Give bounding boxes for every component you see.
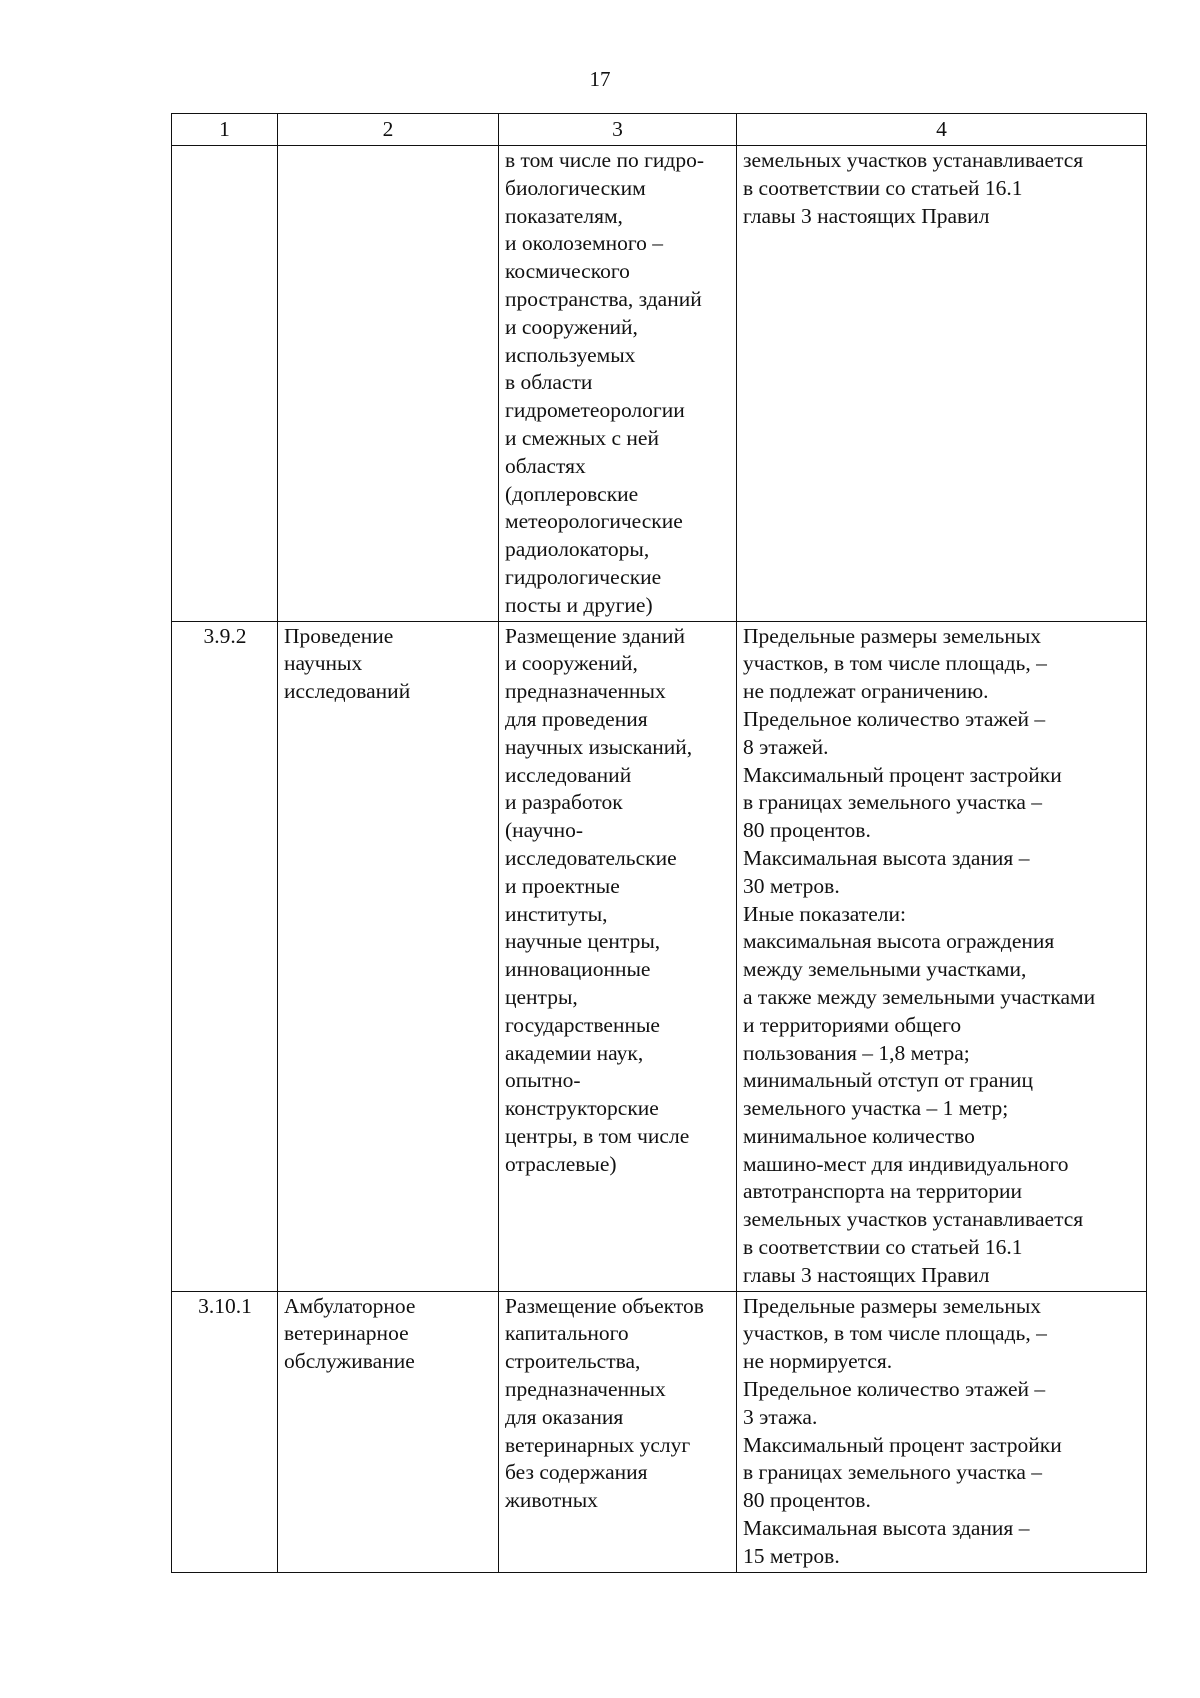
- cell-text-line: научные центры,: [505, 929, 661, 954]
- cell-text-line: пространства, зданий: [505, 286, 702, 311]
- cell-text-line: академии наук,: [505, 1040, 644, 1065]
- cell-text-line: Размещение зданий: [505, 623, 685, 648]
- cell-text-line: (научно-: [505, 818, 584, 843]
- cell-text-line: главы 3 настоящих Правил: [743, 1262, 990, 1287]
- cell-text-line: Амбулаторное: [284, 1293, 416, 1318]
- cell-text-line: конструкторские: [505, 1096, 659, 1121]
- cell-text-line: гидрологические: [505, 564, 662, 589]
- cell-text-line: участков, в том числе площадь, –: [743, 1321, 1047, 1346]
- cell-text-line: опытно-: [505, 1068, 581, 1093]
- cell-text-line: используемых: [505, 342, 636, 367]
- cell-text-line: 30 метров.: [743, 873, 840, 898]
- description-cell: [499, 1291, 737, 1572]
- cell-text-line: инновационные: [505, 957, 651, 982]
- cell-text-line: (доплеровские: [505, 481, 639, 506]
- cell-text-line: обслуживание: [284, 1349, 415, 1374]
- cell-text-line: для оказания: [505, 1404, 624, 1429]
- cell-text-line: пользования – 1,8 метра;: [743, 1040, 970, 1065]
- cell-text-line: Максимальная высота здания –: [743, 1516, 1030, 1541]
- code-cell: [172, 146, 278, 622]
- cell-text-line: 3 этажа.: [743, 1404, 818, 1429]
- cell-text-line: гидрометеорологии: [505, 398, 685, 423]
- cell-text-line: ветеринарных услуг: [505, 1432, 691, 1457]
- cell-text-line: и разработок: [505, 790, 623, 815]
- name-cell: [278, 146, 499, 622]
- cell-text-line: Предельные размеры земельных: [743, 623, 1042, 648]
- cell-text-line: Максимальный процент застройки: [743, 1432, 1062, 1457]
- cell-text-line: Размещение объектов: [505, 1293, 704, 1318]
- cell-text-line: и смежных с ней: [505, 425, 659, 450]
- table-row: [172, 621, 1147, 1291]
- description-cell: [499, 621, 737, 1291]
- cell-text-line: автотранспорта на территории: [743, 1179, 1023, 1204]
- table-body: [172, 146, 1147, 1573]
- column-header-1: 1: [172, 114, 278, 146]
- table-header: [172, 114, 1147, 146]
- cell-text-line: земельных участков устанавливается: [743, 148, 1084, 172]
- cell-text-line: участков, в том числе площадь, –: [743, 651, 1047, 676]
- parameters-cell: [737, 146, 1147, 622]
- cell-text-line: 80 процентов.: [743, 1488, 871, 1513]
- cell-text-line: в границах земельного участка –: [743, 1460, 1043, 1485]
- cell-text-line: в границах земельного участка –: [743, 790, 1043, 815]
- cell-text-line: институты,: [505, 901, 608, 926]
- cell-text-line: 8 этажей.: [743, 734, 829, 759]
- cell-text-line: минимальный отступ от границ: [743, 1068, 1033, 1093]
- cell-text-line: предназначенных: [505, 679, 666, 704]
- cell-text-line: исследований: [284, 679, 411, 704]
- cell-text-line: Проведение: [284, 623, 394, 648]
- cell-text-line: без содержания: [505, 1460, 648, 1485]
- cell-text-line: исследовательские: [505, 845, 677, 870]
- parameters-cell: [737, 621, 1147, 1291]
- table-row: [172, 1291, 1147, 1572]
- cell-text-line: Иные показатели:: [743, 901, 906, 926]
- cell-text-line: главы 3 настоящих Правил: [743, 203, 990, 228]
- cell-text-line: минимальное количество: [743, 1123, 975, 1148]
- cell-text-line: центры,: [505, 984, 578, 1009]
- cell-text-line: земельного участка – 1 метр;: [743, 1096, 1009, 1121]
- code-cell: 3.9.2: [172, 621, 278, 1291]
- cell-text-line: животных: [505, 1488, 598, 1513]
- cell-text-line: между земельными участками,: [743, 957, 1027, 982]
- cell-text-line: и околоземного –: [505, 231, 663, 256]
- cell-text-line: государственные: [505, 1012, 660, 1037]
- cell-text-line: строительства,: [505, 1349, 641, 1374]
- regulations-table: [171, 113, 1147, 1573]
- cell-text-line: 80 процентов.: [743, 818, 871, 843]
- cell-text-line: в соответствии со статьей 16.1: [743, 175, 1023, 200]
- name-cell: [278, 621, 499, 1291]
- cell-text-line: Предельное количество этажей –: [743, 1377, 1046, 1402]
- cell-text-line: а также между земельными участками: [743, 984, 1096, 1009]
- cell-text-line: 15 метров.: [743, 1543, 840, 1568]
- cell-text-line: для проведения: [505, 706, 648, 731]
- cell-text-line: метеорологические: [505, 509, 683, 534]
- cell-text-line: и сооружений,: [505, 314, 638, 339]
- page-number: 17: [589, 67, 611, 91]
- parameters-cell: [737, 1291, 1147, 1572]
- cell-text-line: в соответствии со статьей 16.1: [743, 1235, 1023, 1260]
- cell-text-line: биологическим: [505, 175, 646, 200]
- description-cell: [499, 146, 737, 622]
- cell-text-line: центры, в том числе: [505, 1123, 690, 1148]
- cell-text-line: капитального: [505, 1321, 629, 1346]
- cell-text-line: Предельные размеры земельных: [743, 1293, 1042, 1318]
- cell-text-line: отраслевые): [505, 1151, 617, 1176]
- cell-text-line: научных: [284, 651, 363, 676]
- cell-text-line: максимальная высота ограждения: [743, 929, 1055, 954]
- code-cell: 3.10.1: [172, 1291, 278, 1572]
- cell-text-line: в области: [505, 370, 593, 395]
- cell-text-line: машино-мест для индивидуального: [743, 1151, 1069, 1176]
- header-row: [172, 114, 1147, 146]
- cell-text-line: земельных участков устанавливается: [743, 1207, 1084, 1232]
- cell-text-line: не нормируется.: [743, 1349, 893, 1374]
- cell-text-line: ветеринарное: [284, 1321, 409, 1346]
- column-header-3: 3: [499, 114, 737, 146]
- cell-text-line: предназначенных: [505, 1377, 666, 1402]
- cell-text-line: Максимальный процент застройки: [743, 762, 1062, 787]
- column-header-4: 4: [737, 114, 1147, 146]
- cell-text-line: научных изысканий,: [505, 734, 693, 759]
- cell-text-line: Максимальная высота здания –: [743, 845, 1030, 870]
- cell-text-line: и сооружений,: [505, 651, 638, 676]
- cell-text-line: не подлежат ограничению.: [743, 679, 989, 704]
- cell-text-line: и проектные: [505, 873, 620, 898]
- cell-text-line: Предельное количество этажей –: [743, 706, 1046, 731]
- column-header-2: 2: [278, 114, 499, 146]
- cell-text-line: в том числе по гидро-: [505, 148, 705, 172]
- cell-text-line: показателям,: [505, 203, 623, 228]
- table-row: [172, 146, 1147, 622]
- cell-text-line: космического: [505, 259, 630, 284]
- cell-text-line: радиолокаторы,: [505, 537, 650, 562]
- cell-text-line: и территориями общего: [743, 1012, 962, 1037]
- cell-text-line: областях: [505, 453, 586, 478]
- cell-text-line: исследований: [505, 762, 632, 787]
- cell-text-line: посты и другие): [505, 592, 653, 617]
- name-cell: [278, 1291, 499, 1572]
